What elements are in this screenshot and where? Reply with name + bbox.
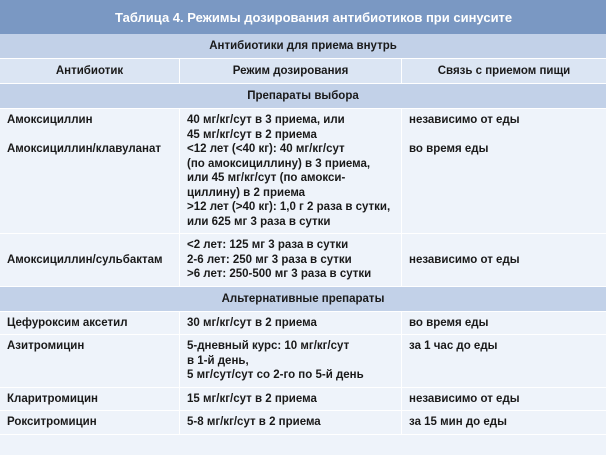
column-header-row bbox=[0, 59, 606, 84]
food-cell-line: во время еды bbox=[409, 316, 489, 329]
group-choice-header: Препараты выбора bbox=[0, 84, 606, 109]
drug-cell-line: Амоксициллин/сульбактам bbox=[7, 253, 163, 266]
group-alt-header: Альтернативные препараты bbox=[0, 287, 606, 312]
drug-cell bbox=[0, 312, 180, 335]
rows-choice bbox=[0, 109, 606, 287]
dose-cell-line: 5-дневный курс: 10 мг/кг/сут bbox=[187, 340, 350, 352]
dose-cell-line: 5-8 мг/кг/сут в 2 приема bbox=[187, 416, 321, 428]
column-header-dosing: Режим дозирования bbox=[180, 59, 402, 83]
food-cell bbox=[402, 109, 606, 233]
dose-cell-line: <12 лет (<40 кг): 40 мг/кг/сут bbox=[187, 143, 345, 155]
dose-cell-line: >6 лет: 250-500 мг 3 раза в сутки bbox=[187, 268, 372, 280]
food-cell bbox=[402, 411, 606, 434]
column-header-antibiotic: Антибиотик bbox=[0, 59, 180, 83]
table-row bbox=[0, 312, 606, 336]
dose-cell-line: или 625 мг 3 раза в сутки bbox=[187, 215, 331, 228]
drug-cell-line: Амоксициллин/клавуланат bbox=[7, 143, 162, 155]
dose-cell bbox=[180, 312, 402, 335]
rows-alt bbox=[0, 312, 606, 435]
drug-cell bbox=[0, 388, 180, 411]
drug-cell-line bbox=[7, 238, 172, 253]
drug-cell-line: Азитромицин bbox=[7, 340, 85, 352]
dose-cell-line: 15 мг/кг/сут в 2 приема bbox=[187, 392, 317, 405]
section-oral-header: Антибиотики для приема внутрь bbox=[0, 34, 606, 59]
table-row bbox=[0, 388, 606, 412]
food-cell bbox=[402, 335, 606, 387]
food-cell-line: независимо от еды bbox=[409, 114, 520, 126]
table-row bbox=[0, 411, 606, 435]
food-cell-line: независимо от еды bbox=[409, 253, 520, 266]
drug-cell bbox=[0, 335, 180, 387]
dose-cell-line: 45 мг/кг/сут в 2 приема bbox=[187, 128, 317, 141]
table-row bbox=[0, 234, 606, 287]
drug-cell-line: Кларитромицин bbox=[7, 392, 99, 405]
table-row bbox=[0, 335, 606, 388]
food-cell bbox=[402, 388, 606, 411]
dose-cell-line: >12 лет (>40 кг): 1,0 г 2 раза в сутки, bbox=[187, 201, 391, 213]
column-header-food: Связь с приемом пищи bbox=[437, 65, 571, 77]
dose-cell-line: или 45 мг/кг/сут (по амокси- bbox=[187, 172, 346, 184]
dose-cell-line: 30 мг/кг/сут в 2 приема bbox=[187, 316, 317, 329]
drug-cell-line: Цефуроксим аксетил bbox=[7, 316, 128, 329]
dose-cell-line: (по амоксициллину) в 3 приема, bbox=[187, 157, 371, 170]
food-cell-line: за 15 мин до еды bbox=[409, 416, 507, 428]
food-cell-line bbox=[409, 128, 599, 143]
dose-cell bbox=[180, 411, 402, 434]
dose-cell bbox=[180, 335, 402, 387]
food-cell bbox=[402, 312, 606, 335]
drug-cell-line: Рокситромицин bbox=[7, 416, 97, 428]
drug-cell bbox=[0, 234, 180, 286]
drug-cell-line: Амоксициллин bbox=[7, 114, 93, 126]
food-cell-line bbox=[409, 238, 599, 253]
dose-cell bbox=[180, 388, 402, 411]
dose-cell-line: циллину) в 2 приема bbox=[187, 186, 306, 199]
drug-cell bbox=[0, 411, 180, 434]
dose-cell-line: 5 мг/сут/сут со 2-го по 5-й день bbox=[187, 369, 364, 381]
food-cell bbox=[402, 234, 606, 286]
table-row bbox=[0, 109, 606, 234]
food-cell-line: независимо от еды bbox=[409, 392, 520, 405]
dose-cell bbox=[180, 234, 402, 286]
dose-cell-line: 40 мг/кг/сут в 3 приема, или bbox=[187, 114, 345, 126]
drug-cell-line bbox=[7, 128, 172, 143]
dose-cell bbox=[180, 109, 402, 233]
dose-cell-line: 2-6 лет: 250 мг 3 раза в сутки bbox=[187, 253, 352, 266]
drug-cell bbox=[0, 109, 180, 233]
dose-cell-line: <2 лет: 125 мг 3 раза в сутки bbox=[187, 239, 349, 251]
food-cell-line: во время еды bbox=[409, 143, 489, 155]
food-cell-line: за 1 час до еды bbox=[409, 340, 498, 352]
table-title: Таблица 4. Режимы дозирования антибиотиков при синусите bbox=[0, 0, 606, 34]
dose-cell-line: в 1-й день, bbox=[187, 354, 249, 367]
